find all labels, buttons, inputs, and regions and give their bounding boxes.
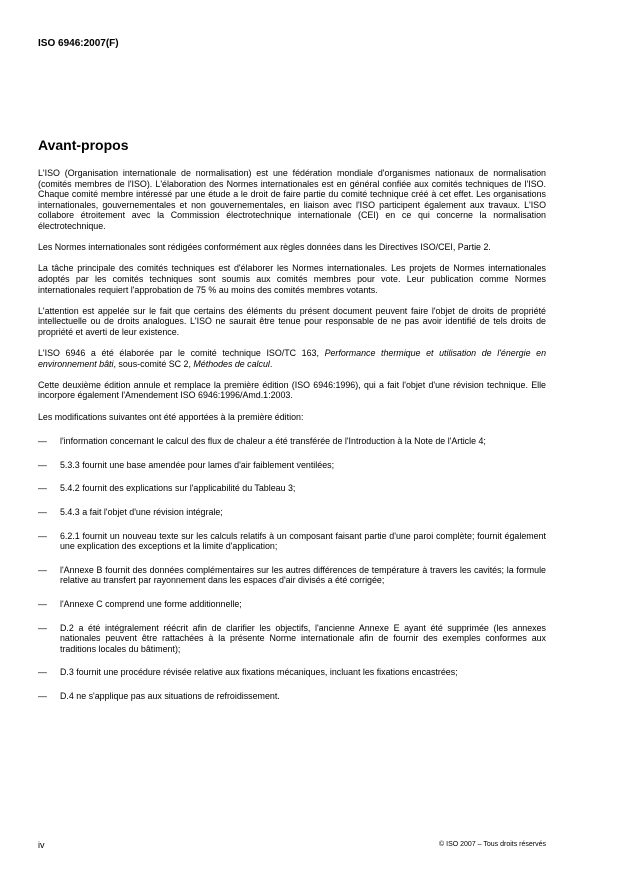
list-item-text: 5.3.3 fournit une base amendée pour lames d'air faiblement ventilées; xyxy=(60,459,335,470)
list-item-text: D.4 ne s'applique pas aux situations de refroidissement. xyxy=(60,690,280,701)
list-item xyxy=(38,483,546,494)
dash-bullet: — xyxy=(38,436,47,447)
prep-text: , sous-comité SC 2, xyxy=(113,358,194,369)
paragraph: La tâche principale des comités techniques est d'élaborer les Normes internationales. Les projets de Normes internationales adoptés par les comités techniques sont soumis aux comités membres pour vote. Leur publication comme Normes internationales requiert l'approbation de 75 % au moins des comités membres votants. xyxy=(38,263,546,295)
committee-title: Performance thermique et utilisation de l'énergie en environnement bâti xyxy=(38,348,547,369)
subcommittee-title: Méthodes de calcul xyxy=(193,358,270,369)
paragraph: Les modifications suivantes ont été apportées à la première édition: xyxy=(38,411,304,422)
document-header: ISO 6946:2007(F) xyxy=(38,38,119,49)
paragraph: L'ISO (Organisation internationale de normalisation) est une fédération mondiale d'organismes nationaux de normalisation (comités membres de l'ISO). L'élaboration des Normes internationales est en général confiée aux comités techniques de l'ISO. Chaque comité membre intéressé par une étude a le droit de faire partie du comité technique créé à cet effet. Les organisations internationales, gouvernementales et non gouvernementales, en liaison avec l'ISO participent également aux travaux. L'ISO collabore étroitement avec la Commission électrotechnique internationale (CEI) en ce qui concerne la normalisation électrotechnique. xyxy=(38,168,546,231)
dash-bullet: — xyxy=(38,690,47,701)
page-number: iv xyxy=(38,840,45,850)
dash-bullet: — xyxy=(38,507,47,518)
copyright-notice: © ISO 2007 – Tous droits réservés xyxy=(439,841,546,848)
list-item xyxy=(38,531,546,552)
list-item xyxy=(38,667,546,678)
paragraph: Les Normes internationales sont rédigées conformément aux règles données dans les Directives ISO/CEI, Partie 2. xyxy=(38,242,491,253)
dash-bullet: — xyxy=(38,599,47,609)
paragraph: L'attention est appelée sur le fait que certains des éléments du présent document peuvent faire l'objet de droits de propriété intellectuelle ou de droits analogues. L'ISO ne saurait être tenue pour responsable de ne pas avoir identifié de tels droits de propriété et averti de leur existence. xyxy=(38,305,546,337)
dash-bullet: — xyxy=(38,483,47,494)
list-item xyxy=(38,436,546,447)
list-item-text: D.2 a été intégralement réécrit afin de clarifier les objectifs, l'ancienne Annexe E ayant été supprimée (les annexes nationales peuvent être rattachées à la présente Norme internationale afin de fournir des exemples conformes aux traditions locales du bâtiment); xyxy=(60,622,546,654)
list-item-text: l'Annexe B fournit des données complémentaires sur les autres différences de température à travers les cavités; la formule relative au transfert par rayonnement dans les espaces d'air divisés a été corrigée; xyxy=(60,564,546,586)
list-item xyxy=(38,460,546,471)
list-item-text: l'Annexe C comprend une forme additionnelle; xyxy=(60,599,242,609)
paragraph: Cette deuxième édition annule et remplace la première édition (ISO 6946:1996), qui a fait l'objet d'une révision technique. Elle incorpore également l'Amendement ISO 6946:1996/Amd.1:2003. xyxy=(38,379,546,401)
list-item-text: l'information concernant le calcul des flux de chaleur a été transférée de l'Introduction à la Note de l'Article 4; xyxy=(60,436,486,447)
section-title: Avant-propos xyxy=(38,137,129,153)
list-item-text: 5.4.3 a fait l'objet d'une révision intégrale; xyxy=(60,507,223,518)
list-item xyxy=(38,623,546,655)
list-item xyxy=(38,507,546,518)
dash-bullet: — xyxy=(38,564,47,575)
list-item xyxy=(38,599,546,610)
list-item-text: 5.4.2 fournit des explications sur l'applicabilité du Tableau 3; xyxy=(60,483,296,494)
list-item xyxy=(38,565,546,586)
list-item-text: D.3 fournit une procédure révisée relative aux fixations mécaniques, incluant les fixations encastrées; xyxy=(60,667,458,678)
list-item-text: 6.2.1 fournit un nouveau texte sur les calculs relatifs à un composant faisant partie d'une paroi complète; fournit également une explication des exceptions et la limite d'application; xyxy=(60,530,546,552)
prep-text: . xyxy=(269,358,273,369)
dash-bullet: — xyxy=(38,530,47,541)
document-body xyxy=(38,168,546,715)
dash-bullet: — xyxy=(38,459,47,470)
dash-bullet: — xyxy=(38,622,47,633)
prep-text: L'ISO 6946 a été élaborée par le comité technique ISO/TC 163, xyxy=(38,348,325,359)
list-item xyxy=(38,691,546,702)
dash-bullet: — xyxy=(38,667,47,678)
preparation-paragraph xyxy=(38,348,546,369)
